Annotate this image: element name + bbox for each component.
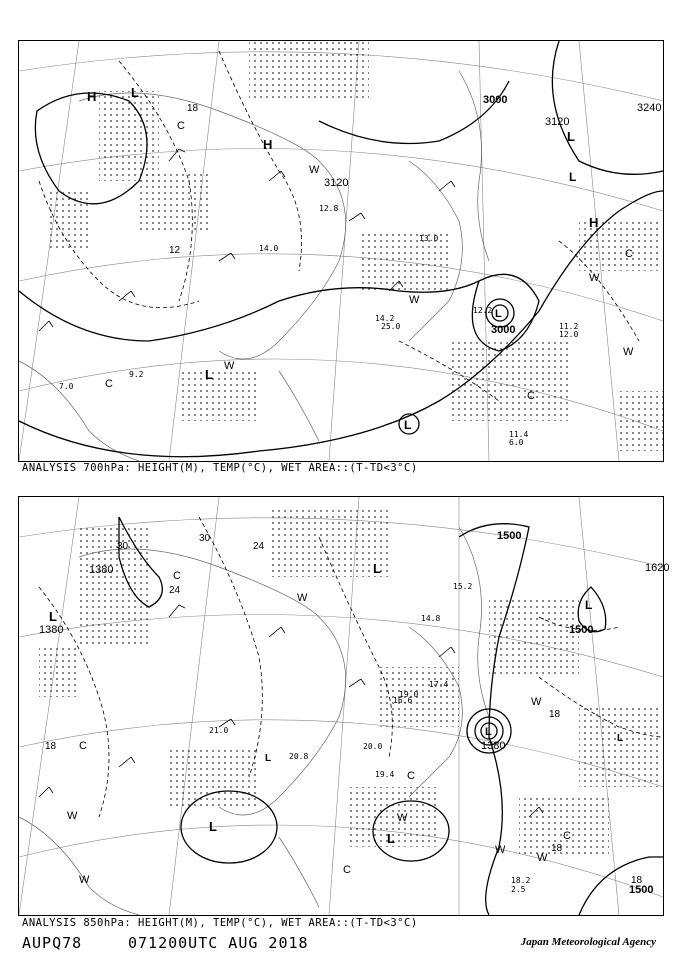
station-value: 16.6 xyxy=(393,696,413,705)
temperature-label: W xyxy=(297,592,308,604)
wet-area-dots xyxy=(39,507,659,857)
pressure-system-label: L xyxy=(585,598,593,612)
temperature-label: C xyxy=(177,120,185,132)
temperature-label: W xyxy=(397,812,408,824)
temperature-label: W xyxy=(409,294,420,306)
station-value: 2.5 xyxy=(511,885,526,894)
agency-name: Japan Meteorological Agency xyxy=(520,936,656,948)
station-value: 14.8 xyxy=(421,614,441,623)
temperature-label: W xyxy=(537,852,548,864)
pressure-system-label: L xyxy=(569,170,577,184)
height-label: 1380 xyxy=(89,564,114,576)
height-label: 1380 xyxy=(39,624,64,636)
temperature-label: W xyxy=(589,272,600,284)
isotherm-label: 12 xyxy=(169,245,181,256)
station-value: 9.2 xyxy=(129,370,144,379)
pressure-system-label: L xyxy=(265,753,272,764)
isotherm-label: 24 xyxy=(253,541,265,552)
caption-700hpa: ANALYSIS 700hPa: HEIGHT(M), TEMP(°C), WET AREA::(T-TD<3°C) xyxy=(22,462,418,474)
station-value: 12.2 xyxy=(473,306,493,315)
station-value: 14.2 xyxy=(375,314,395,323)
height-label: 3000 xyxy=(483,94,508,106)
temperature-label: W xyxy=(623,346,634,358)
isotherm-label: 18 xyxy=(551,843,563,854)
station-value: 21.0 xyxy=(209,726,229,735)
pressure-system-label: L xyxy=(131,85,139,100)
temperature-label: C xyxy=(625,248,633,260)
pressure-system-label: L xyxy=(404,418,412,432)
station-value: 20.8 xyxy=(289,752,309,761)
station-value: 12.0 xyxy=(559,330,579,339)
height-label: 3240 xyxy=(637,102,662,114)
temperature-label: C xyxy=(527,390,535,402)
temperature-label: C xyxy=(173,570,181,582)
station-value: 18.2 xyxy=(511,876,531,885)
weather-map-700hpa xyxy=(19,41,663,461)
pressure-system-label: H xyxy=(589,215,599,230)
pressure-system-label: L xyxy=(495,308,502,320)
station-value: 19.0 xyxy=(399,690,419,699)
temperature-label: W xyxy=(495,844,506,856)
isotherm-label: 18 xyxy=(45,741,57,752)
wet-area-dots xyxy=(49,41,663,451)
pressure-system-label: H xyxy=(263,137,273,152)
height-label: 3120 xyxy=(324,177,349,189)
temperature-label: C xyxy=(563,830,571,842)
temperature-label: C xyxy=(407,770,415,782)
temperature-label: C xyxy=(105,378,113,390)
caption-850hpa: ANALYSIS 850hPa: HEIGHT(M), TEMP(°C), WET AREA::(T-TD<3°C) xyxy=(22,917,418,929)
map-panel-700hpa xyxy=(18,40,664,462)
height-label: 1500 xyxy=(569,624,594,636)
temperature-label: C xyxy=(79,740,87,752)
station-value: 6.0 xyxy=(509,438,524,447)
isotherm-label: 18 xyxy=(631,875,643,886)
pressure-system-label: L xyxy=(617,733,624,744)
station-value: 17.4 xyxy=(429,680,449,689)
map-panel-850hpa xyxy=(18,496,670,916)
pressure-system-label: L xyxy=(485,726,492,738)
station-value: 7.0 xyxy=(59,382,74,391)
isotherm-label: 18 xyxy=(549,709,561,720)
weather-map-850hpa xyxy=(19,497,670,915)
height-label: 3000 xyxy=(491,324,516,336)
isotherm-label: 30 xyxy=(199,533,211,544)
pressure-system-label: L xyxy=(209,819,217,834)
station-value: 11.4 xyxy=(509,430,529,439)
analysis-time: 071200UTC AUG 2018 xyxy=(128,934,309,952)
pressure-system-label: L xyxy=(205,367,213,382)
station-value: 13.0 xyxy=(419,234,439,243)
height-label: 1500 xyxy=(497,530,522,542)
height-label: 1620 xyxy=(645,562,670,574)
isotherm-label: 30 xyxy=(117,541,129,552)
height-label: 1380 xyxy=(481,740,506,752)
temperature-label: W xyxy=(309,164,320,176)
pressure-system-label: L xyxy=(373,561,381,576)
pressure-system-label: H xyxy=(87,89,97,104)
isotherm-label: 18 xyxy=(187,103,199,114)
station-value: 25.0 xyxy=(381,322,401,331)
temperature-label: W xyxy=(224,360,235,372)
pressure-system-label: L xyxy=(567,129,575,144)
temperature-label: W xyxy=(79,874,90,886)
pressure-system-label: L xyxy=(387,831,395,846)
bulletin-code: AUPQ78 xyxy=(22,934,83,952)
temperature-label: C xyxy=(343,864,351,876)
pressure-system-label: L xyxy=(49,609,57,624)
station-value: 11.2 xyxy=(559,322,579,331)
station-value: 15.2 xyxy=(453,582,473,591)
height-label: 1500 xyxy=(629,884,654,896)
isotherm-label: 24 xyxy=(169,585,181,596)
temperature-label: W xyxy=(67,810,78,822)
temperature-label: W xyxy=(531,696,542,708)
station-value: 12.8 xyxy=(319,204,339,213)
station-value: 19.4 xyxy=(375,770,395,779)
station-value: 20.0 xyxy=(363,742,383,751)
height-label: 3120 xyxy=(545,116,570,128)
station-value: 14.0 xyxy=(259,244,279,253)
